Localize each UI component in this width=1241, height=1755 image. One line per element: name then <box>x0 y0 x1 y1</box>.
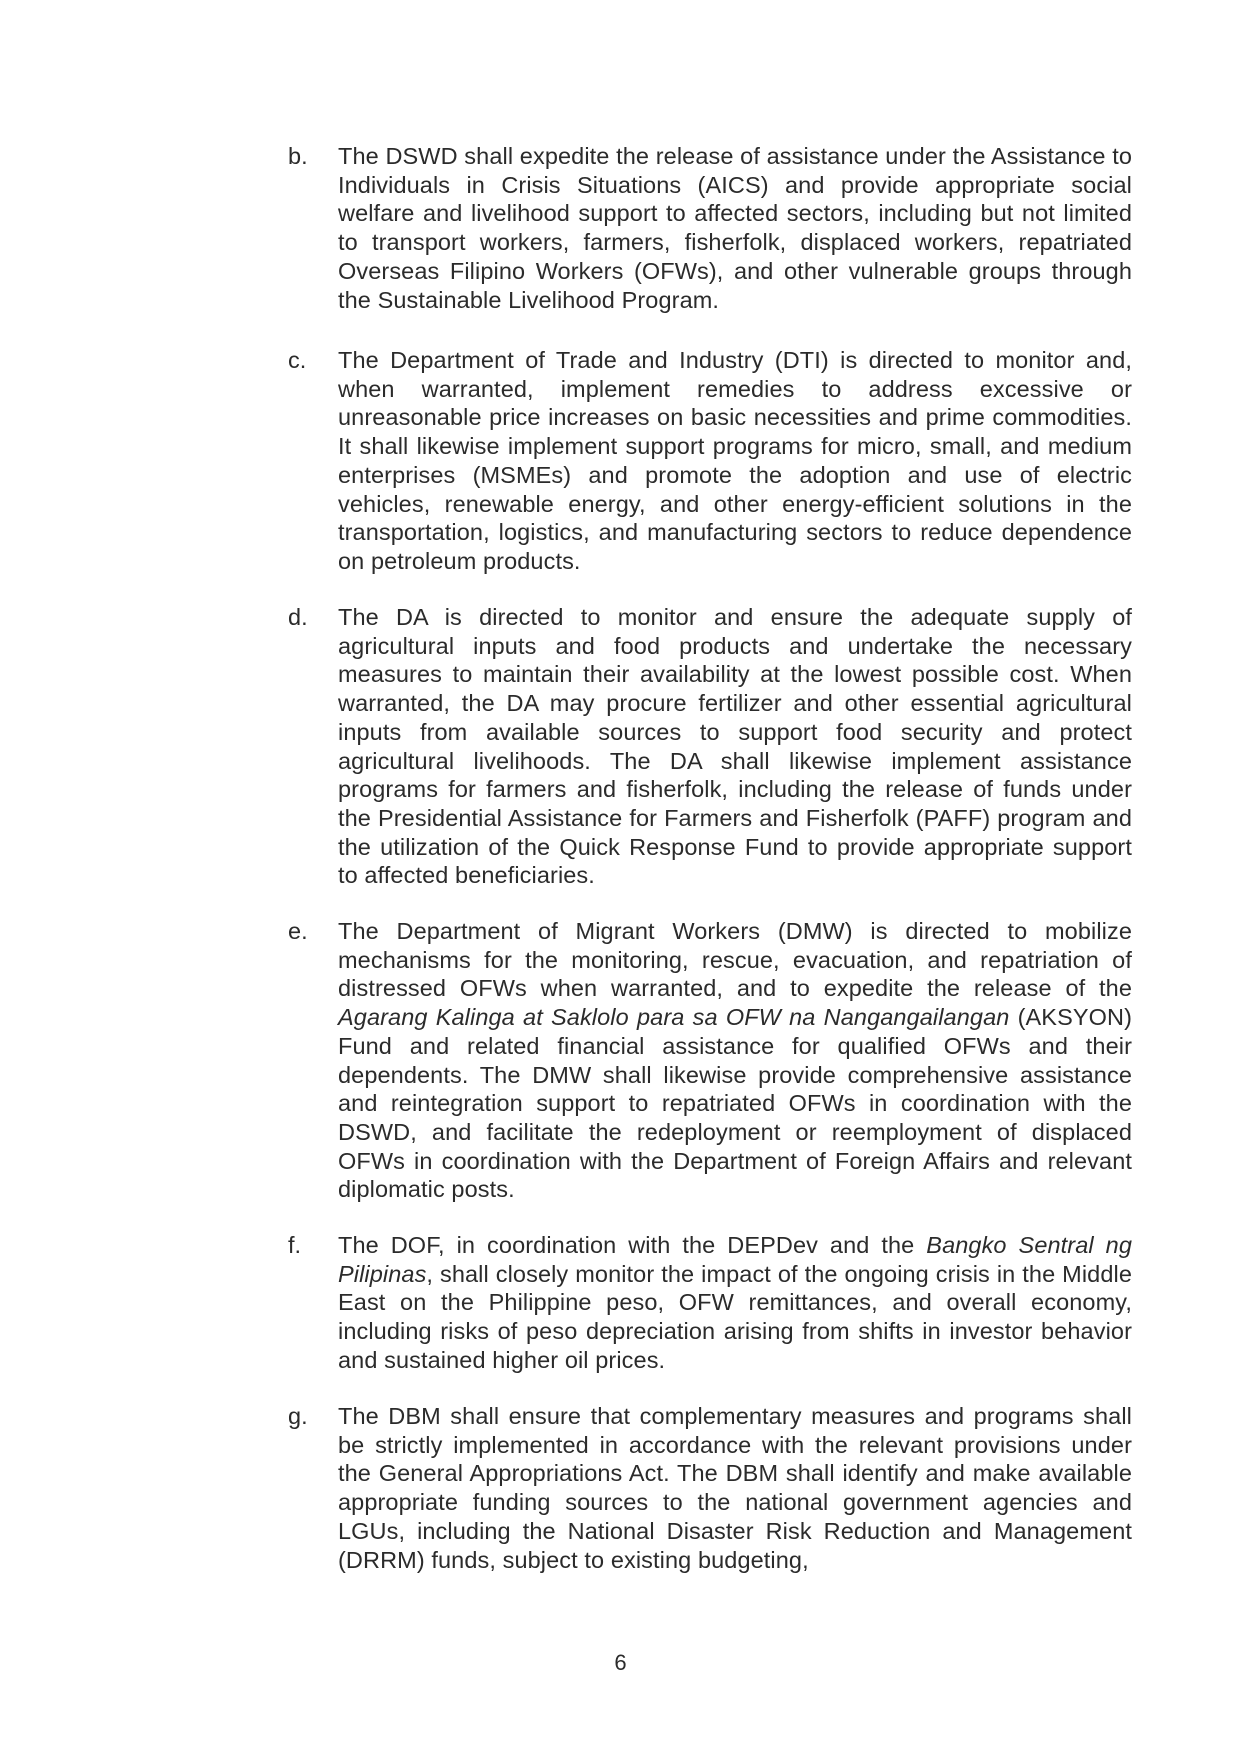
list-marker: g. <box>288 1403 308 1429</box>
list-item-d <box>288 603 1132 890</box>
list-item-text: The DOF, in coordination with the DEPDev and the Bangko Sentral ng Pilipinas, shall closely monitor the impact of the ongoing crisis in the Middle East on the Philippine peso, OFW remittances, and overall economy, including risks of peso depreciation arising from shifts in investor behavior and sustained higher oil prices. <box>338 1232 1132 1373</box>
list-item-text: The DSWD shall expedite the release of assistance under the Assistance to Individuals in Crisis Situations (AICS) and provide appropriate social welfare and livelihood support to affected sectors, including but not limited to transport workers, farmers, fisherfolk, displaced workers, repatriated Overseas Filipino Workers (OFWs), and other vulnerable groups through the Sustainable Livelihood Program. <box>338 143 1132 313</box>
list-item-g <box>288 1402 1132 1574</box>
list-item-text: The Department of Trade and Industry (DTI) is directed to monitor and, when warranted, implement remedies to address excessive or unreasonable price increases on basic necessities and prime commodities. It shall likewise implement support programs for micro, small, and medium enterprises (MSMEs) and promote the adoption and use of electric vehicles, renewable energy, and other energy-efficient solutions in the transportation, logistics, and manufacturing sectors to reduce dependence on petroleum products. <box>338 347 1132 574</box>
list-item-text: The Department of Migrant Workers (DMW) is directed to mobilize mechanisms for the monitoring, rescue, evacuation, and repatriation of distressed OFWs when warranted, and to expedite the release of the Agarang Kalinga at Saklolo para sa OFW na Nangangailangan (AKSYON) Fund and related financial assistance for qualified OFWs and their dependents. The DMW shall likewise provide comprehensive assistance and reintegration support to repatriated OFWs in coordination with the DSWD, and facilitate the redeployment or reemployment of displaced OFWs in coordination with the Department of Foreign Affairs and relevant diplomatic posts. <box>338 918 1132 1203</box>
list-marker: c. <box>288 347 307 373</box>
list-item-e <box>288 917 1132 1204</box>
list-item-f <box>288 1231 1132 1375</box>
list-marker: f. <box>288 1232 302 1258</box>
list-item-text: The DA is directed to monitor and ensure the adequate supply of agricultural inputs and food products and undertake the necessary measures to maintain their availability at the lowest possible cost. When warranted, the DA may procure fertilizer and other essential agricultural inputs from available sources to support food security and protect agricultural livelihoods. The DA shall likewise implement assistance programs for farmers and fisherfolk, including the release of funds under the Presidential Assistance for Farmers and Fisherfolk (PAFF) program and the utilization of the Quick Response Fund to provide appropriate support to affected beneficiaries. <box>338 604 1132 889</box>
list-marker: b. <box>288 143 308 169</box>
list-item-text: The DBM shall ensure that complementary measures and programs shall be strictly implemented in accordance with the relevant provisions under the General Appropriations Act. The DBM shall identify and make available appropriate funding sources to the national government agencies and LGUs, including the National Disaster Risk Reduction and Management (DRRM) funds, subject to existing budgeting, <box>338 1403 1132 1573</box>
list-marker: e. <box>288 918 308 944</box>
list-item-c <box>288 346 1132 576</box>
page-number: 6 <box>614 1650 627 1675</box>
list-marker: d. <box>288 604 308 630</box>
list-item-b <box>288 142 1132 314</box>
